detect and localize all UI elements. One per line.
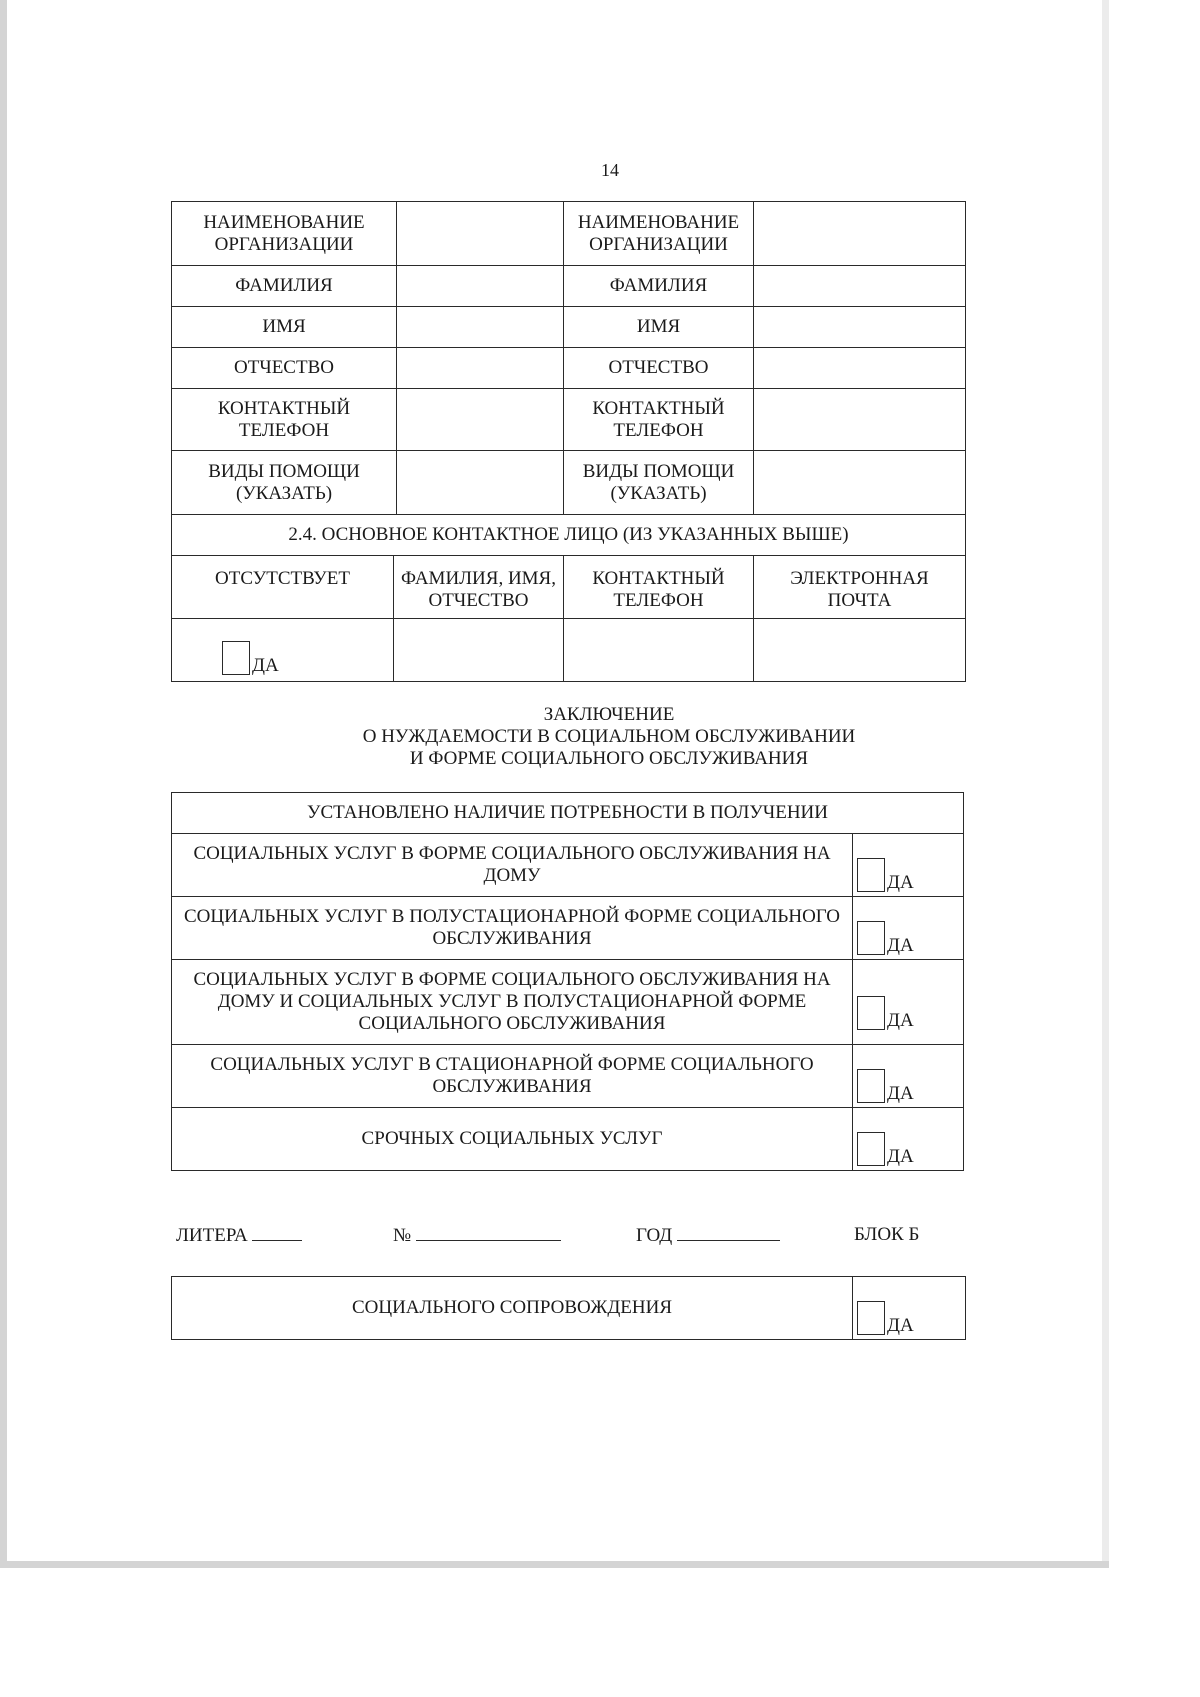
- main-contact-heading: 2.4. ОСНОВНОЕ КОНТАКТНОЕ ЛИЦО (ИЗ УКАЗАННЫХ ВЫШЕ): [172, 515, 966, 556]
- scan-edge-left: [0, 0, 7, 1568]
- input-cell-left[interactable]: [397, 266, 564, 307]
- absent-option-cell: [172, 619, 394, 682]
- support-table: [171, 1276, 966, 1340]
- scan-edge-bottom: [0, 1561, 1109, 1568]
- row-label-left: ФАМИЛИЯ: [172, 266, 397, 307]
- table-row: [172, 1108, 964, 1171]
- need-option-cell: [853, 1045, 964, 1108]
- column-header-email: ЭЛЕКТРОННАЯ ПОЧТА: [754, 556, 966, 619]
- table-row: [172, 1277, 966, 1340]
- table-row: [172, 451, 966, 515]
- need-option-label: ДА: [887, 872, 914, 893]
- need-text: СОЦИАЛЬНЫХ УСЛУГ В СТАЦИОНАРНОЙ ФОРМЕ СОЦИАЛЬНОГО ОБСЛУЖИВАНИЯ: [172, 1045, 853, 1108]
- input-cell-left[interactable]: [397, 307, 564, 348]
- conclusion-subtitle-2: И ФОРМЕ СОЦИАЛЬНОГО ОБСЛУЖИВАНИЯ: [409, 748, 809, 769]
- row-label-right: ОТЧЕСТВО: [564, 348, 754, 389]
- absent-option-label: ДА: [252, 655, 279, 676]
- litera-input[interactable]: [252, 1224, 302, 1241]
- support-text: СОЦИАЛЬНОГО СОПРОВОЖДЕНИЯ: [172, 1277, 853, 1340]
- row-label-left: ОТЧЕСТВО: [172, 348, 397, 389]
- need-option-cell: [853, 897, 964, 960]
- row-label-left: КОНТАКТНЫЙ ТЕЛЕФОН: [172, 389, 397, 451]
- phone-input[interactable]: [564, 619, 754, 682]
- number-label: №: [393, 1225, 412, 1246]
- table-row: [172, 834, 964, 897]
- support-option-label: ДА: [887, 1315, 914, 1336]
- need-option-cell: [853, 960, 964, 1045]
- row-label-right: ВИДЫ ПОМОЩИ (УКАЗАТЬ): [564, 451, 754, 515]
- table-row: [172, 202, 966, 266]
- need-text: СОЦИАЛЬНЫХ УСЛУГ В ПОЛУСТАЦИОНАРНОЙ ФОРМЕ СОЦИАЛЬНОГО ОБСЛУЖИВАНИЯ: [172, 897, 853, 960]
- table-row: [172, 307, 966, 348]
- email-input[interactable]: [754, 619, 966, 682]
- need-checkbox[interactable]: [857, 1132, 885, 1166]
- support-checkbox[interactable]: [857, 1301, 885, 1335]
- support-option-cell: [853, 1277, 966, 1340]
- table-row: [172, 266, 966, 307]
- litera-label: ЛИТЕРА: [176, 1225, 248, 1246]
- need-text: СОЦИАЛЬНЫХ УСЛУГ В ФОРМЕ СОЦИАЛЬНОГО ОБСЛУЖИВАНИЯ НА ДОМУ И СОЦИАЛЬНЫХ УСЛУГ В ПОЛУСТАЦИОНАРНОЙ ФОРМЕ СОЦИАЛЬНОГО ОБСЛУЖИВАНИЯ: [172, 960, 853, 1045]
- year-label: ГОД: [636, 1225, 673, 1246]
- full-name-input[interactable]: [394, 619, 564, 682]
- row-label-right: ФАМИЛИЯ: [564, 266, 754, 307]
- input-cell-right[interactable]: [754, 307, 966, 348]
- table-row: [172, 619, 966, 682]
- column-header-full-name: ФАМИЛИЯ, ИМЯ, ОТЧЕСТВО: [394, 556, 564, 619]
- need-option-label: ДА: [887, 935, 914, 956]
- year-input[interactable]: [677, 1224, 780, 1241]
- row-label-right: КОНТАКТНЫЙ ТЕЛЕФОН: [564, 389, 754, 451]
- need-option-label: ДА: [887, 1146, 914, 1167]
- row-label-left: ИМЯ: [172, 307, 397, 348]
- table-row: [172, 515, 966, 556]
- need-option-label: ДА: [887, 1010, 914, 1031]
- needs-table: [171, 792, 964, 1171]
- table-row: [172, 897, 964, 960]
- block-label: БЛОК Б: [854, 1224, 920, 1245]
- need-checkbox[interactable]: [857, 1069, 885, 1103]
- table-row: [172, 1045, 964, 1108]
- need-text: СОЦИАЛЬНЫХ УСЛУГ В ФОРМЕ СОЦИАЛЬНОГО ОБСЛУЖИВАНИЯ НА ДОМУ: [172, 834, 853, 897]
- need-text: СРОЧНЫХ СОЦИАЛЬНЫХ УСЛУГ: [172, 1108, 853, 1171]
- input-cell-right[interactable]: [754, 266, 966, 307]
- absent-checkbox[interactable]: [222, 641, 250, 675]
- column-header-phone: КОНТАКТНЫЙ ТЕЛЕФОН: [564, 556, 754, 619]
- conclusion-subtitle-1: О НУЖДАЕМОСТИ В СОЦИАЛЬНОМ ОБСЛУЖИВАНИИ: [362, 726, 856, 747]
- number-input[interactable]: [416, 1224, 561, 1241]
- number-field: [393, 1224, 561, 1247]
- row-label-right: ИМЯ: [564, 307, 754, 348]
- need-option-cell: [853, 834, 964, 897]
- input-cell-left[interactable]: [397, 202, 564, 266]
- row-label-left: ВИДЫ ПОМОЩИ (УКАЗАТЬ): [172, 451, 397, 515]
- year-field: [636, 1224, 780, 1247]
- table-row: [172, 556, 966, 619]
- page-number: 14: [601, 160, 619, 180]
- row-label-right: НАИМЕНОВАНИЕ ОРГАНИЗАЦИИ: [564, 202, 754, 266]
- table-row: [172, 960, 964, 1045]
- conclusion-heading: [300, 704, 918, 770]
- table-row: [172, 793, 964, 834]
- table-row: [172, 389, 966, 451]
- needs-header: УСТАНОВЛЕНО НАЛИЧИЕ ПОТРЕБНОСТИ В ПОЛУЧЕНИИ: [172, 793, 964, 834]
- need-option-label: ДА: [887, 1083, 914, 1104]
- need-checkbox[interactable]: [857, 996, 885, 1030]
- table-row: [172, 348, 966, 389]
- scan-edge-right: [1102, 0, 1109, 1568]
- need-option-cell: [853, 1108, 964, 1171]
- row-label-left: НАИМЕНОВАНИЕ ОРГАНИЗАЦИИ: [172, 202, 397, 266]
- litera-field: [176, 1224, 302, 1247]
- input-cell-left[interactable]: [397, 389, 564, 451]
- input-cell-left[interactable]: [397, 451, 564, 515]
- need-checkbox[interactable]: [857, 921, 885, 955]
- conclusion-title: ЗАКЛЮЧЕНИЕ: [543, 704, 675, 725]
- input-cell-right[interactable]: [754, 451, 966, 515]
- column-header-absent: ОТСУТСТВУЕТ: [172, 556, 394, 619]
- input-cell-left[interactable]: [397, 348, 564, 389]
- input-cell-right[interactable]: [754, 348, 966, 389]
- input-cell-right[interactable]: [754, 389, 966, 451]
- contacts-table: [171, 201, 966, 682]
- input-cell-right[interactable]: [754, 202, 966, 266]
- need-checkbox[interactable]: [857, 858, 885, 892]
